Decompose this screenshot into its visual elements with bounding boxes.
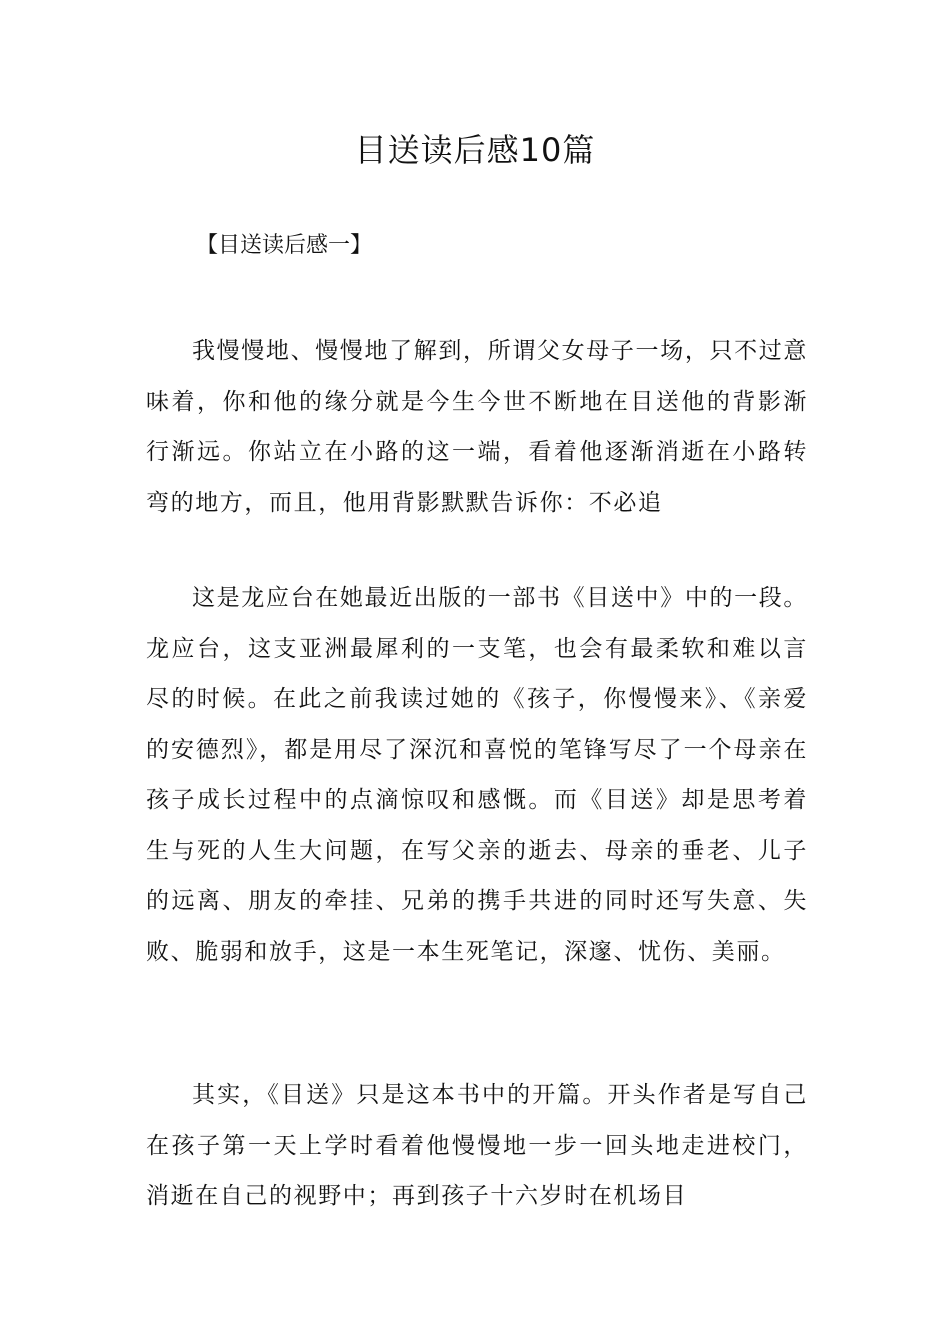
body-paragraph-2: 这是龙应台在她最近出版的一部书《目送中》中的一段。龙应台，这支亚洲最犀利的一支笔，也会有最柔软和难以言尽的时候。在此之前我读过她的《孩子，你慢慢来》、《亲爱的安德烈》，都是用尽了深沉和喜悦的笔锋写尽了一个母亲在孩子成长过程中的点滴惊叹和感慨。而《目送》却是思考着生与死的人生大问题，在写父亲的逝去、母亲的垂老、儿子的远离、朋友的牵挂、兄弟的携手共进的同时还写失意、失败、脆弱和放手，这是一本生死笔记，深邃、忧伤、美丽。 (146, 585, 808, 965)
body-paragraph-3: 其实，《目送》只是这本书中的开篇。开头作者是写自己在孩子第一天上学时看着他慢慢地一步一回头地走进校门，消逝在自己的视野中；再到孩子十六岁时在机场目 (146, 1082, 808, 1209)
body-paragraph-1: 我慢慢地、慢慢地了解到，所谓父女母子一场，只不过意味着，你和他的缘分就是今生今世不断地在目送他的背影渐行渐远。你站立在小路的这一端，看着他逐渐消逝在小路转弯的地方，而且，他用背影默默告诉你：不必追 (146, 338, 808, 516)
section-heading: 【目送读后感一】 (196, 233, 373, 258)
document-title: 目送读后感10篇 (354, 131, 596, 169)
